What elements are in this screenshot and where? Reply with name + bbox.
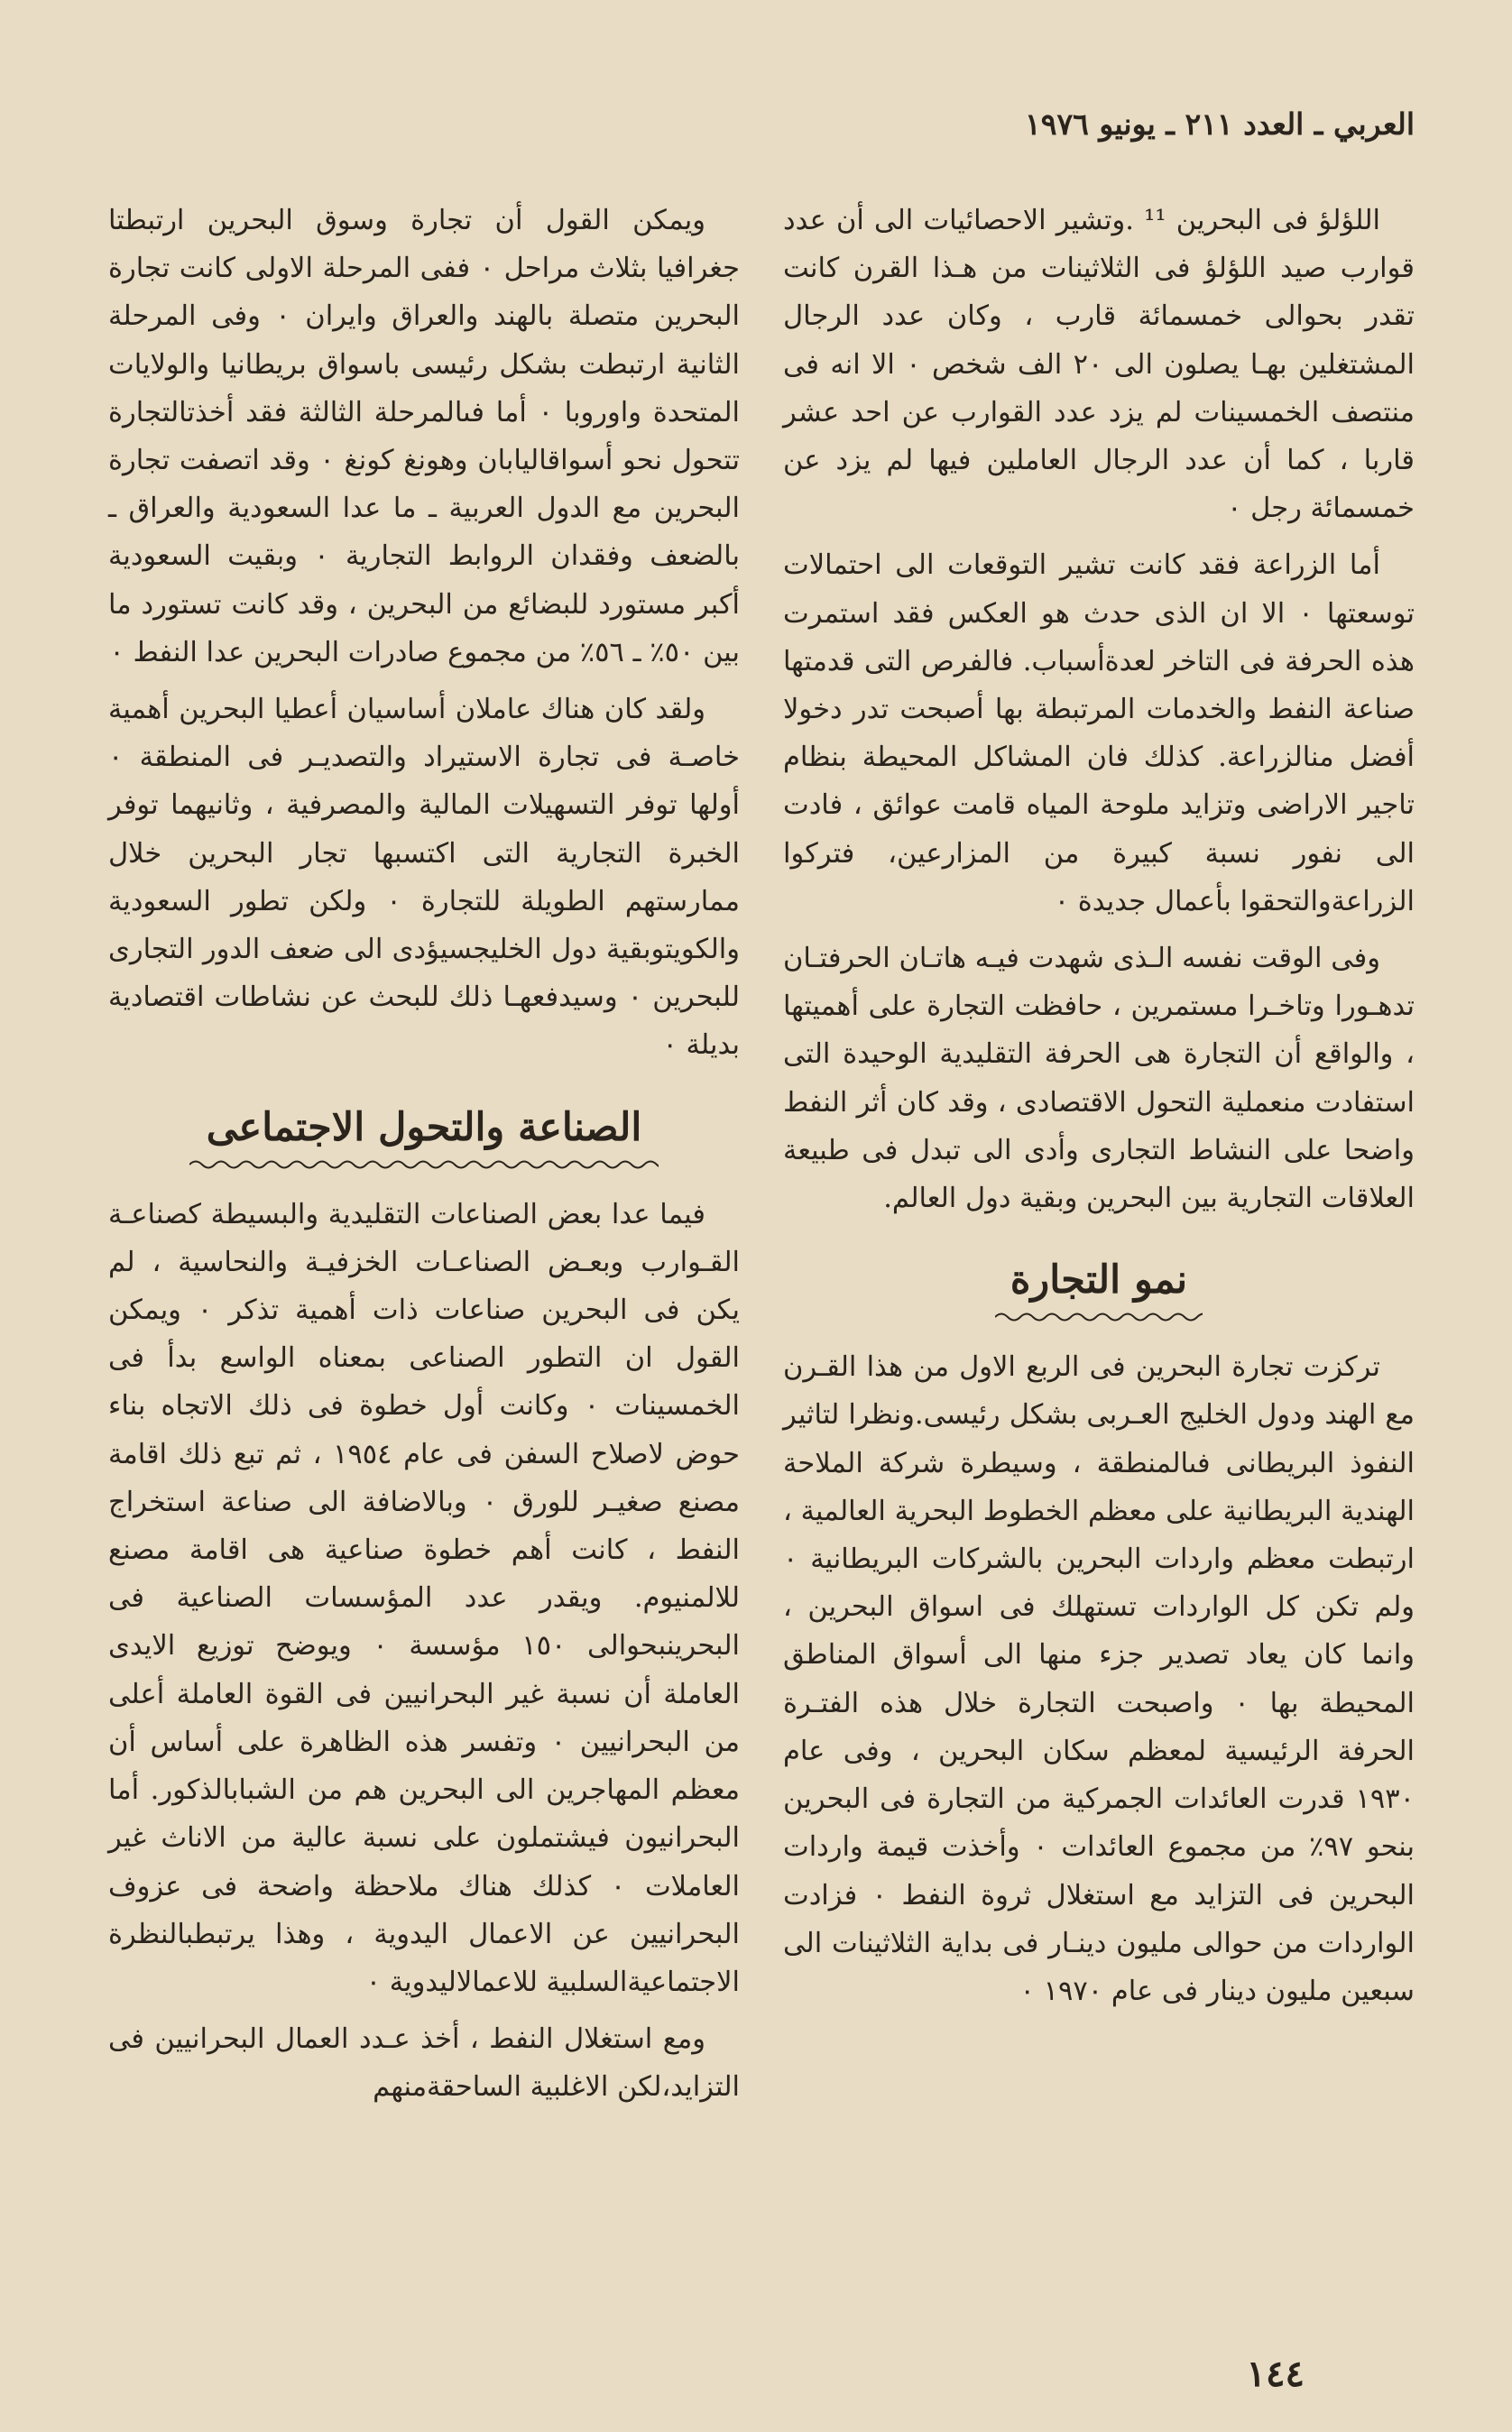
- section-heading: نمو التجارة: [1010, 1257, 1188, 1304]
- paragraph: أما الزراعة فقد كانت تشير التوقعات الى احتمالات توسعتها ٠ الا ان الذى حدث هو العكس فقد استمرت هذه الحرفة فى التاخر لعدةأسباب. فالفرص التى قدمتها صناعة النفط والخدمات المرتبطة بها أصبحت تدر دخولا أفضل منالزراعة. كذلك فان المشاكل المحيطة بنظام تاجير الاراضى وتزايد ملوحة المياه قامت عوائق ، فادت الى نفور نسبة كبيرة من المزارعين، فتركوا الزراعةوالتحقوا بأعمال جديدة ٠: [783, 549, 1415, 917]
- running-header: العربي ـ العدد ٢١١ ـ يونيو ١٩٧٦: [1025, 106, 1415, 142]
- heading-underline: [189, 1158, 659, 1171]
- heading-underline: [995, 1311, 1203, 1323]
- paragraph: ومع استغلال النفط ، أخذ عـدد العمال البحرانيين فى التزايد،لكن الاغلبية الساحقةمنهم: [108, 2023, 740, 2104]
- section-heading: الصناعة والتحول الاجتماعى: [206, 1104, 642, 1150]
- paragraph: فيما عدا بعض الصناعات التقليدية والبسيطة كصناعـة القـوارب وبعـض الصناعـات الخزفيـة والنحاسية ، لم يكن فى البحرين صناعات ذات أهمية تذكر ٠ ويمكن القول ان التطور الصناعى بمعناه الواسع بدأ فى الخمسينات ٠ وكانت أول خطوة فى ذلك الاتجاه بناء حوض لاصلاح السفن فى عام ١٩٥٤ ، ثم تبع ذلك اقامة مصنع صغيـر للورق ٠ وبالاضافة الى صناعة استخراج النفط ، كانت أهم خطوة صناعية هى اقامة مصنع للالمنيوم. ويقدر عدد المؤسسات الصناعية فى البحرينبحوالى ١٥٠ مؤسسة ٠ ويوضح توزيع الايدى العاملة أن نسبة غير البحرانيين فى القوة العاملة أعلى من البحرانيين ٠ وتفسر هذه الظاهرة على أساس أن معظم المهاجرين الى البحرين هم من الشبابالذكور. أما البحرانيون فيشتملون على نسبة عالية من الاناث غير العاملات ٠ كذلك هناك ملاحظة واضحة فى عزوف البحرانيين عن الاعمال اليدوية ، وهذا يرتبطبالنظرة الاجتماعيةالسلبية للاعمالاليدوية ٠: [108, 1198, 741, 1998]
- paragraph: وفى الوقت نفسه الـذى شهدت فيـه هاتـان الحرفتـان تدهـورا وتاخـرا مستمرين ، حافظت التجارة على أهميتها ، والواقع أن التجارة هى الحرفة التقليدية الوحيدة التى استفادت منعملية التحول الاقتصادى ، وقد كان أثر النفط واضحا على النشاط التجارى وأدى الى تبدل فى طبيعة العلاقات التجارية بين البحرين وبقية دول العالم.: [783, 943, 1415, 1215]
- paragraph: ولقد كان هناك عاملان أساسيان أعطيا البحرين أهمية خاصـة فى تجارة الاستيراد والتصديـر فى المنطقة ٠ أولها توفر التسهيلات المالية والمصرفية ، وثانيهما توفر الخبرة التجارية التى اكتسبها تجار البحرين خلال ممارستهم الطويلة للتجارة ٠ ولكن تطور السعودية والكويتوبقية دول الخليجسيؤدى الى ضعف الدور التجارى للبحرين ٠ وسيدفعهـا ذلك للبحث عن نشاطات اقتصادية بديلة ٠: [108, 694, 741, 1062]
- page-number: ١٤٤: [1246, 2353, 1305, 2395]
- left-column: [108, 197, 740, 2121]
- paragraph: تركزت تجارة البحرين فى الربع الاول من هذا القـرن مع الهند ودول الخليج العـربى بشكل رئيسى.ونظرا لتاثير النفوذ البريطانى فىالمنطقة ، وسيطرة شركة الملاحة الهندية البريطانية على معظم الخطوط البحرية العالمية ، ارتبطت معظم واردات البحرين بالشركات البريطانية ٠ ولم تكن كل الواردات تستهلك فى اسواق البحرين ، وانما كان يعاد تصدير جزء منها الى أسواق المناطق المحيطة بها ٠ واصبحت التجارة خلال هذه الفتـرة الحرفة الرئيسية لمعظم سكان البحرين ، وفى عام ١٩٣٠ قدرت العائدات الجمركية من التجارة فى البحرين بنحو ٩٧٪ من مجموع العائدات ٠ وأخذت قيمة واردات البحرين فى التزايد مع استغلال ثروة النفط ٠ فزادت الواردات من حوالى مليون دينـار فى بداية الثلاثينات الى سبعين مليون دينار فى عام ١٩٧٠ ٠: [783, 1351, 1415, 2007]
- right-column: [783, 197, 1415, 2024]
- paragraph: ويمكن القول أن تجارة وسوق البحرين ارتبطتا جغرافيا بثلاث مراحل ٠ ففى المرحلة الاولى كانت تجارة البحرين متصلة بالهند والعراق وايران ٠ وفى المرحلة الثانية ارتبطت بشكل رئيسى باسواق بريطانيا والولايات المتحدة واوروبا ٠ أما فىالمرحلة الثالثة فقد أخذتالتجارة تتحول نحو أسواقاليابان وهونغ كونغ ٠ وقد اتصفت تجارة البحرين مع الدول العربية ـ ما عدا السعودية والعراق ـ بالضعف وفقدان الروابط التجارية ٠ وبقيت السعودية أكبر مستورد للبضائع من البحرين ، وقد كانت تستورد ما بين ٥٠٪ ـ ٥٦٪ من مجموع صادرات البحرين عدا النفط ٠: [108, 205, 741, 668]
- paragraph: اللؤلؤ فى البحرين ¹¹ .وتشير الاحصائيات الى أن عدد قوارب صيد اللؤلؤ فى الثلاثينات من هـذا القرن كانت تقدر بحوالى خمسمائة قارب ، وكان عدد الرجال المشتغلين بهـا يصلون الى ٢٠ الف شخص ٠ الا انه فى منتصف الخمسينات لم يزد عدد القوارب عن احد عشر قاربا ، كما أن عدد الرجال العاملين فيها لم يزد عن خمسمائة رجل ٠: [783, 205, 1415, 525]
